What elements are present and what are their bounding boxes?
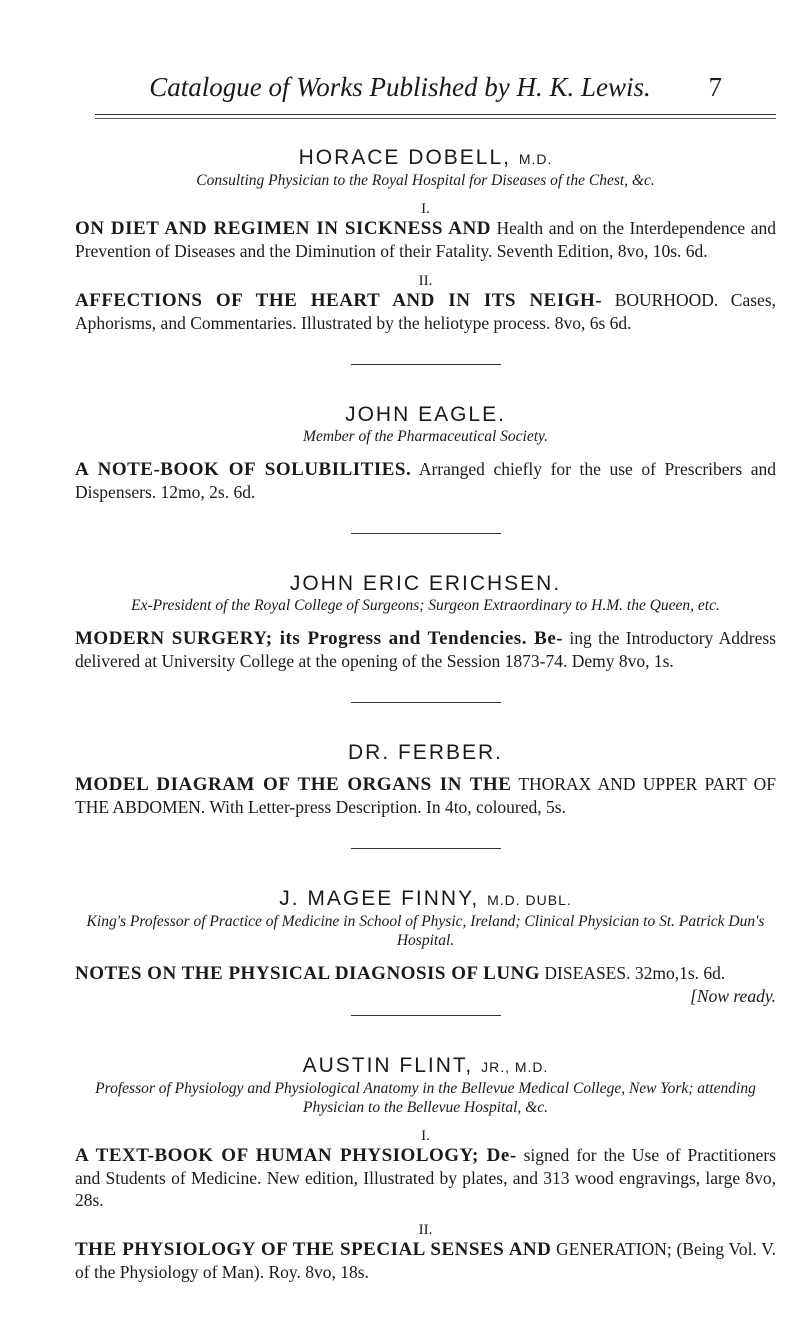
work-number: II.	[418, 1222, 433, 1238]
work-entry: AFFECTIONS OF THE HEART AND IN ITS NEIGH- BOURHOOD. Cases, Aphorisms, and Commentaries. Illustrated by the heliotype process. 8vo, 6s 6d.	[75, 290, 777, 333]
running-title: Catalogue of Works Published by H. K. Lewis.	[149, 72, 651, 102]
header-rule	[95, 114, 776, 119]
author-name: HORACE DOBELL, M.D.	[298, 146, 553, 169]
author-entry	[75, 1054, 776, 1283]
author-entry	[75, 572, 776, 672]
work-entry: MODEL DIAGRAM OF THE ORGANS IN THE THORAX AND UPPER PART OF THE ABDOMEN. With Letter-press Description. In 4to, coloured, 5s.	[75, 774, 776, 817]
work-entry: ON DIET AND REGIMEN IN SICKNESS AND Health and on the Interdependence and Prevention of Diseases and the Diminution of their Fatality. Seventh Edition, 8vo, 10s. 6d.	[75, 218, 776, 261]
section-divider	[351, 848, 501, 849]
author-entry	[75, 741, 776, 818]
section-divider	[351, 1015, 501, 1016]
author-name: J. MAGEE FINNY, M.D. DUBL.	[279, 887, 572, 910]
work-number: I.	[421, 201, 430, 217]
author-description: Professor of Physiology and Physiological Anatomy in the Bellevue Medical College, New York; attending Physician to the Bellevue Hospital, &c.	[95, 1080, 756, 1116]
catalogue-body	[75, 146, 776, 1295]
author-name: DR. FERBER.	[347, 741, 503, 764]
author-name: JOHN ERIC ERICHSEN.	[289, 572, 562, 595]
work-entry: NOTES ON THE PHYSICAL DIAGNOSIS OF LUNG DISEASES. 32mo,1s. 6d. [Now ready.	[75, 963, 776, 1006]
author-name: AUSTIN FLINT, JR., M.D.	[302, 1054, 549, 1077]
work-entry: A NOTE-BOOK OF SOLUBILITIES. Arranged chiefly for the use of Prescribers and Dispensers. 12mo, 2s. 6d.	[75, 459, 777, 502]
author-description: Ex-President of the Royal College of Surgeons; Surgeon Extraordinary to H.M. the Queen, etc.	[131, 597, 720, 614]
section-divider	[351, 364, 501, 365]
availability-note: [Now ready.	[690, 986, 776, 1006]
work-number: I.	[421, 1128, 430, 1144]
author-name: JOHN EAGLE.	[345, 403, 506, 426]
author-entry	[75, 887, 776, 1006]
author-entry	[75, 403, 776, 503]
page-number: 7	[708, 72, 722, 102]
author-description: Consulting Physician to the Royal Hospital for Diseases of the Chest, &c.	[196, 172, 655, 189]
work-entry: A TEXT-BOOK OF HUMAN PHYSIOLOGY; De- signed for the Use of Practitioners and Students of Medicine. New edition, Illustrated by plates, and 313 wood engravings, large 8vo, 28s.	[75, 1145, 776, 1210]
author-description: King's Professor of Practice of Medicine in School of Physic, Ireland; Clinical Physician to St. Patrick Dun's Hospital.	[86, 913, 765, 949]
work-number: II.	[418, 273, 433, 289]
work-entry: MODERN SURGERY; its Progress and Tendencies. Be- ing the Introductory Address delivered at University College at the opening of the Session 1873-74. Demy 8vo, 1s.	[75, 628, 776, 671]
author-description: Member of the Pharmaceutical Society.	[303, 428, 548, 445]
section-divider	[351, 533, 501, 534]
section-divider	[351, 702, 501, 703]
work-entry: THE PHYSIOLOGY OF THE SPECIAL SENSES AND GENERATION; (Being Vol. V. of the Physiology of Man). Roy. 8vo, 18s.	[75, 1239, 776, 1282]
author-entry	[75, 146, 776, 334]
